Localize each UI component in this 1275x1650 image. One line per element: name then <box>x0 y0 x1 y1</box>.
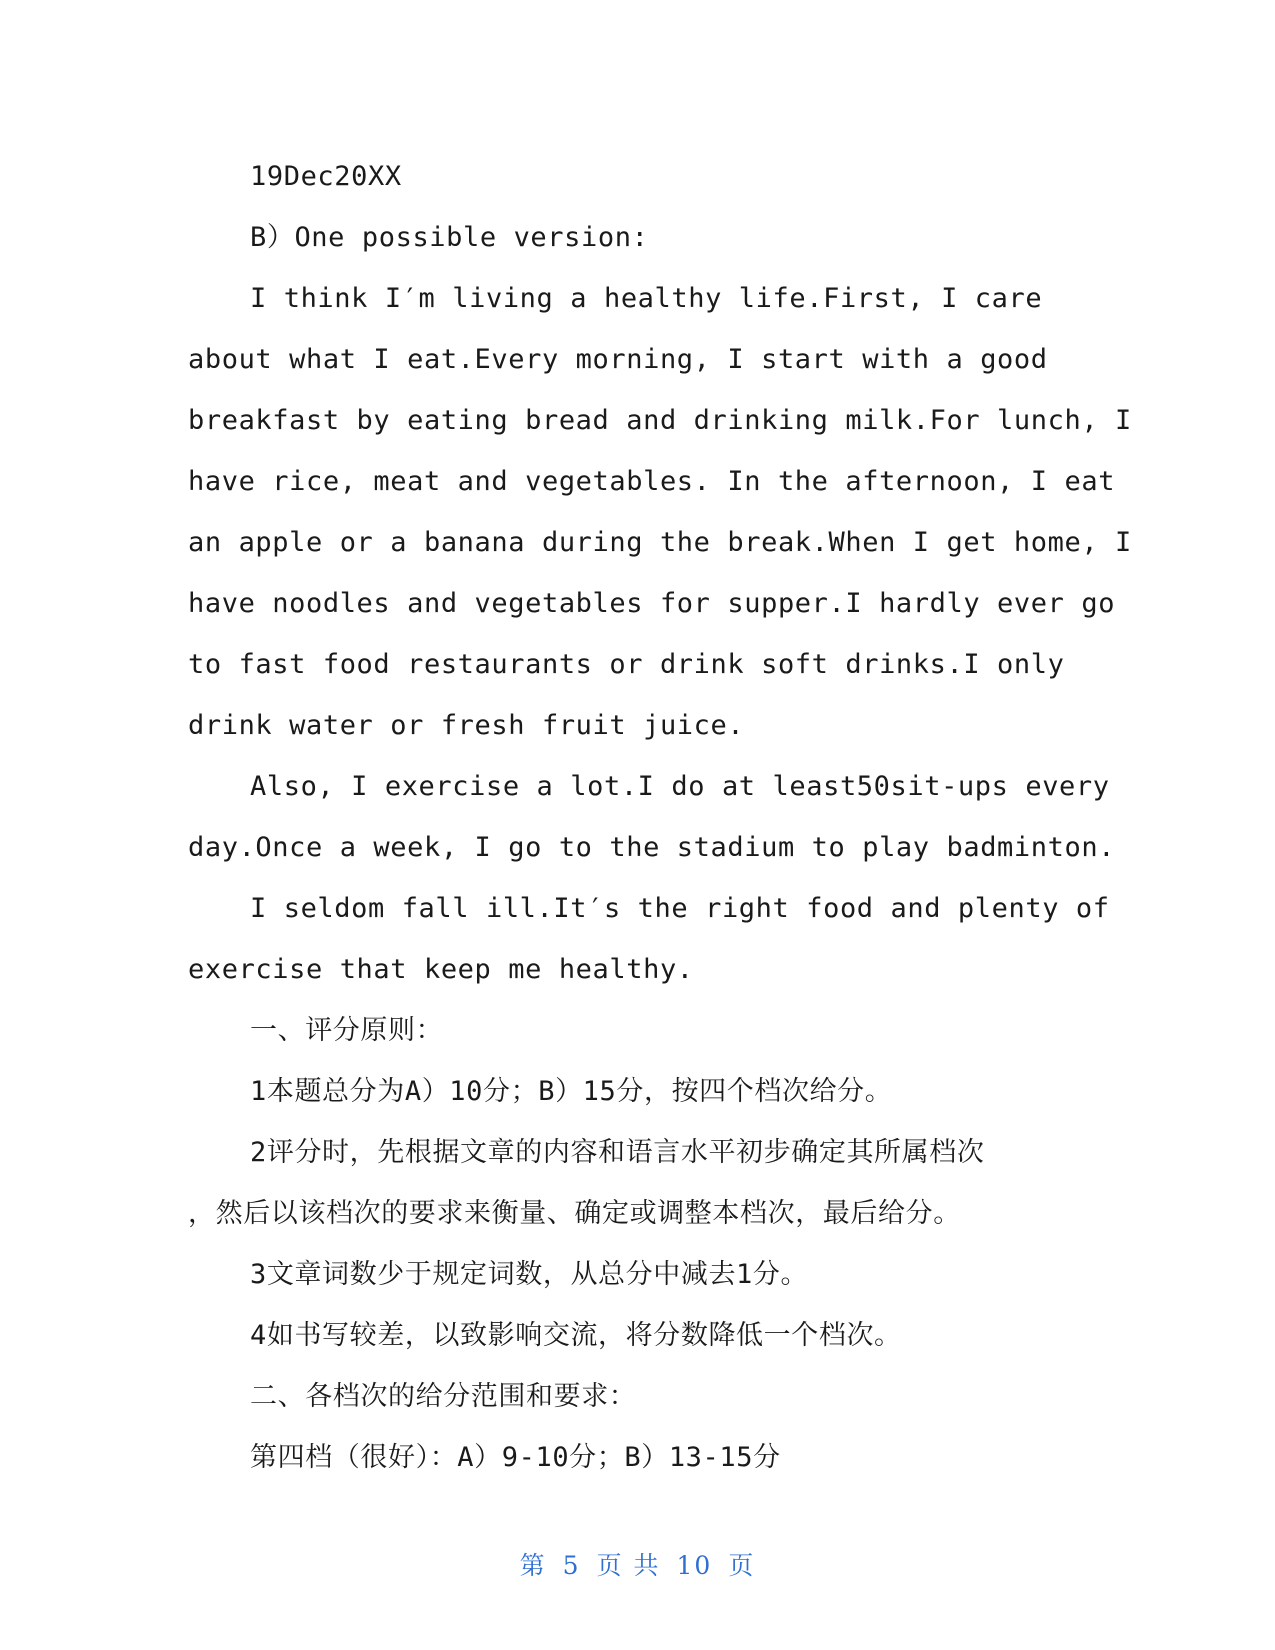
page-number-total: 10 <box>676 1551 713 1580</box>
text-line: exercise that keep me healthy. <box>188 954 694 985</box>
section-heading: 二、各档次的给分范围和要求： <box>250 1381 637 1412</box>
footer-middle: 页 共 <box>596 1551 661 1580</box>
text-line: to fast food restaurants or drink soft drinks.I only <box>188 649 1065 680</box>
text-line: an apple or a banana during the break.When I get home, I <box>188 527 1132 558</box>
text-line: ，然后以该档次的要求来衡量、确定或调整本档次，最后给分。 <box>188 1198 961 1229</box>
text-line: have noodles and vegetables for supper.I hardly ever go <box>188 588 1116 619</box>
text-line: 19Dec20XX <box>250 161 402 192</box>
page-footer <box>0 1546 1275 1582</box>
footer-prefix: 第 <box>519 1551 547 1580</box>
text-line: B）One possible version: <box>250 222 649 253</box>
text-line: 1本题总分为A）10分；B）15分，按四个档次给分。 <box>250 1076 893 1107</box>
text-line: 4如书写较差，以致影响交流，将分数降低一个档次。 <box>250 1320 902 1351</box>
text-line: 第四档（很好）：A）9-10分；B）13-15分 <box>250 1442 781 1473</box>
text-line: 2评分时，先根据文章的内容和语言水平初步确定其所属档次 <box>250 1137 985 1168</box>
text-line: have rice, meat and vegetables. In the afternoon, I eat <box>188 466 1116 497</box>
text-line: day.Once a week, I go to the stadium to play badminton. <box>188 832 1116 863</box>
text-line: breakfast by eating bread and drinking milk.For lunch, I <box>188 405 1132 436</box>
text-line: Also, I exercise a lot.I do at least50sit-ups every <box>250 771 1110 802</box>
document-body <box>188 146 1132 1488</box>
text-line: I seldom fall ill.It′s the right food and plenty of <box>250 893 1110 924</box>
text-line: drink water or fresh fruit juice. <box>188 710 745 741</box>
footer-suffix: 页 <box>728 1551 756 1580</box>
page-number-current: 5 <box>562 1551 581 1580</box>
text-line: about what I eat.Every morning, I start with a good <box>188 344 1048 375</box>
section-heading: 一、评分原则： <box>250 1015 444 1046</box>
text-line: I think I′m living a healthy life.First, I care <box>250 283 1043 314</box>
text-line: 3文章词数少于规定词数，从总分中减去1分。 <box>250 1259 809 1290</box>
